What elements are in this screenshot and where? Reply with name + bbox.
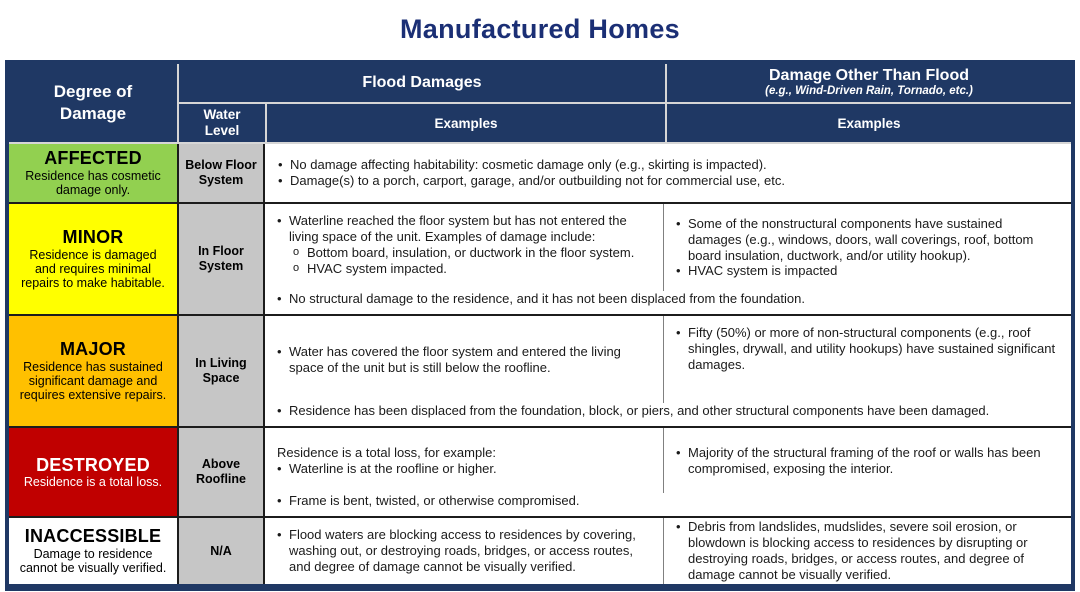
- flood-examples-cell-minor: [265, 204, 663, 291]
- col-header-examples-other: Examples: [665, 104, 1071, 142]
- other-examples-cell-minor: [663, 204, 1071, 291]
- examples-split: [265, 316, 1071, 403]
- col-header-flood-damages: Flood Damages: [177, 64, 665, 104]
- degree-label: MINOR: [62, 227, 124, 248]
- examples-area-minor: [265, 204, 1071, 314]
- degree-label: AFFECTED: [44, 148, 142, 169]
- examples-split: [265, 204, 1071, 291]
- other-examples-cell-major: [663, 316, 1071, 403]
- example-bullet: • Some of the nonstructural components have sustained damages (e.g., windows, doors, wall coverings, roof, bottom board insulation, ductwork, and/or utility hookup).: [673, 216, 1059, 264]
- other-than-flood-subtitle: (e.g., Wind-Driven Rain, Tornado, etc.): [765, 85, 973, 98]
- example-bullet: • Waterline reached the floor system but has not entered the living space of the unit. Examples of damage include:: [274, 213, 651, 245]
- example-bullet: • Waterline is at the roofline or higher.: [274, 461, 651, 477]
- degree-label: INACCESSIBLE: [24, 526, 162, 547]
- example-bullet: • Debris from landslides, mudslides, severe soil erosion, or blowdown is blocking access to residences by disrupting or destroying roads, bridges, or access routes, and degree of damage cannot be visually verified.: [673, 519, 1059, 583]
- degree-cell-destroyed: [9, 428, 177, 516]
- water-level-text: In Living Space: [195, 356, 247, 385]
- table-row-inaccessible: [9, 516, 1071, 584]
- examples-area-inaccessible: [265, 518, 1071, 584]
- col-header-degree-of-damage: Degree of Damage: [53, 81, 133, 123]
- example-bullet: • HVAC system is impacted: [673, 263, 1059, 279]
- table-row-minor: [9, 202, 1071, 314]
- table-header: [9, 64, 1071, 142]
- water-level-cell-major: [177, 316, 265, 426]
- example-sub-bullet: o Bottom board, insulation, or ductwork in the floor system.: [274, 245, 651, 261]
- example-intro: Residence is a total loss, for example:: [277, 444, 496, 460]
- water-level-cell-minor: [177, 204, 265, 314]
- example-bullet: • Damage(s) to a porch, carport, garage, and/or outbuilding not for commercial use, etc.: [275, 173, 1061, 189]
- degree-cell-minor: [9, 204, 177, 314]
- example-bullet: • Residence has been displaced from the foundation, block, or piers, and other structural components have been damaged.: [274, 403, 1061, 419]
- table-row-major: [9, 314, 1071, 426]
- table-row-destroyed: [9, 426, 1071, 516]
- spanning-example-minor: [265, 291, 1071, 314]
- examples-area-destroyed: [265, 428, 1071, 516]
- col-header-examples-flood: Examples: [265, 104, 665, 142]
- damage-classification-table: [5, 60, 1075, 591]
- example-bullet: • Fifty (50%) or more of non-structural components (e.g., roof shingles, drywall, and utility hookups) have sustained significant damages.: [673, 325, 1059, 373]
- example-bullet: • No structural damage to the residence, and it has not been displaced from the foundation.: [274, 291, 1061, 307]
- other-examples-cell-inaccessible: [663, 518, 1071, 584]
- water-level-text: Above Roofline: [196, 457, 246, 486]
- example-bullet: • Frame is bent, twisted, or otherwise compromised.: [274, 493, 1061, 509]
- other-examples-cell-destroyed: [663, 428, 1071, 493]
- degree-cell-inaccessible: [9, 518, 177, 584]
- flood-examples-cell-inaccessible: [265, 518, 663, 584]
- degree-description: Residence has sustained significant damage and requires extensive repairs.: [19, 359, 167, 403]
- degree-description: Residence has cosmetic damage only.: [25, 169, 161, 198]
- water-level-cell-inaccessible: [177, 518, 265, 584]
- col-header-water-level: Water Level: [177, 104, 265, 142]
- water-level-text: Below Floor System: [185, 158, 257, 187]
- water-level-cell-destroyed: [177, 428, 265, 516]
- spanning-example-major: [265, 403, 1071, 426]
- water-level-text: In Floor System: [198, 244, 244, 273]
- example-bullet: • Majority of the structural framing of the roof or walls has been compromised, exposing the interior.: [673, 445, 1059, 477]
- water-level-cell-affected: [177, 144, 265, 202]
- document-page: [0, 14, 1080, 591]
- degree-description: Residence is damaged and requires minimal repairs to make habitable.: [21, 247, 165, 291]
- examples-area-major: [265, 316, 1071, 426]
- example-bullet: • Flood waters are blocking access to residences by covering, washing out, or destroying roads, bridges, or access routes, and degree of damage cannot be visually verified.: [274, 527, 651, 575]
- example-bullet: • Water has covered the floor system and entered the living space of the unit but is still below the roofline.: [274, 344, 651, 376]
- degree-label: DESTROYED: [36, 454, 150, 475]
- flood-examples-cell-destroyed: [265, 428, 663, 493]
- degree-description: Damage to residence cannot be visually verified.: [19, 547, 167, 576]
- degree-label: MAJOR: [59, 339, 126, 360]
- example-sub-bullet: o HVAC system impacted.: [274, 261, 651, 277]
- page-title: Manufactured Homes: [400, 14, 680, 44]
- table-row-affected: [9, 142, 1071, 202]
- degree-cell-affected: [9, 144, 177, 202]
- examples-split: [265, 518, 1071, 584]
- examples-merged-cell-affected: [265, 144, 1071, 202]
- degree-description: Residence is a total loss.: [23, 475, 163, 490]
- flood-examples-cell-major: [265, 316, 663, 403]
- col-header-damage-other-than-flood: [665, 64, 1071, 104]
- other-than-flood-title: Damage Other Than Flood: [768, 66, 969, 84]
- example-bullet: • No damage affecting habitability: cosmetic damage only (e.g., skirting is impacted).: [275, 157, 1061, 173]
- examples-split: [265, 428, 1071, 493]
- water-level-text: N/A: [210, 543, 232, 558]
- spanning-example-destroyed: [265, 493, 1071, 516]
- degree-cell-major: [9, 316, 177, 426]
